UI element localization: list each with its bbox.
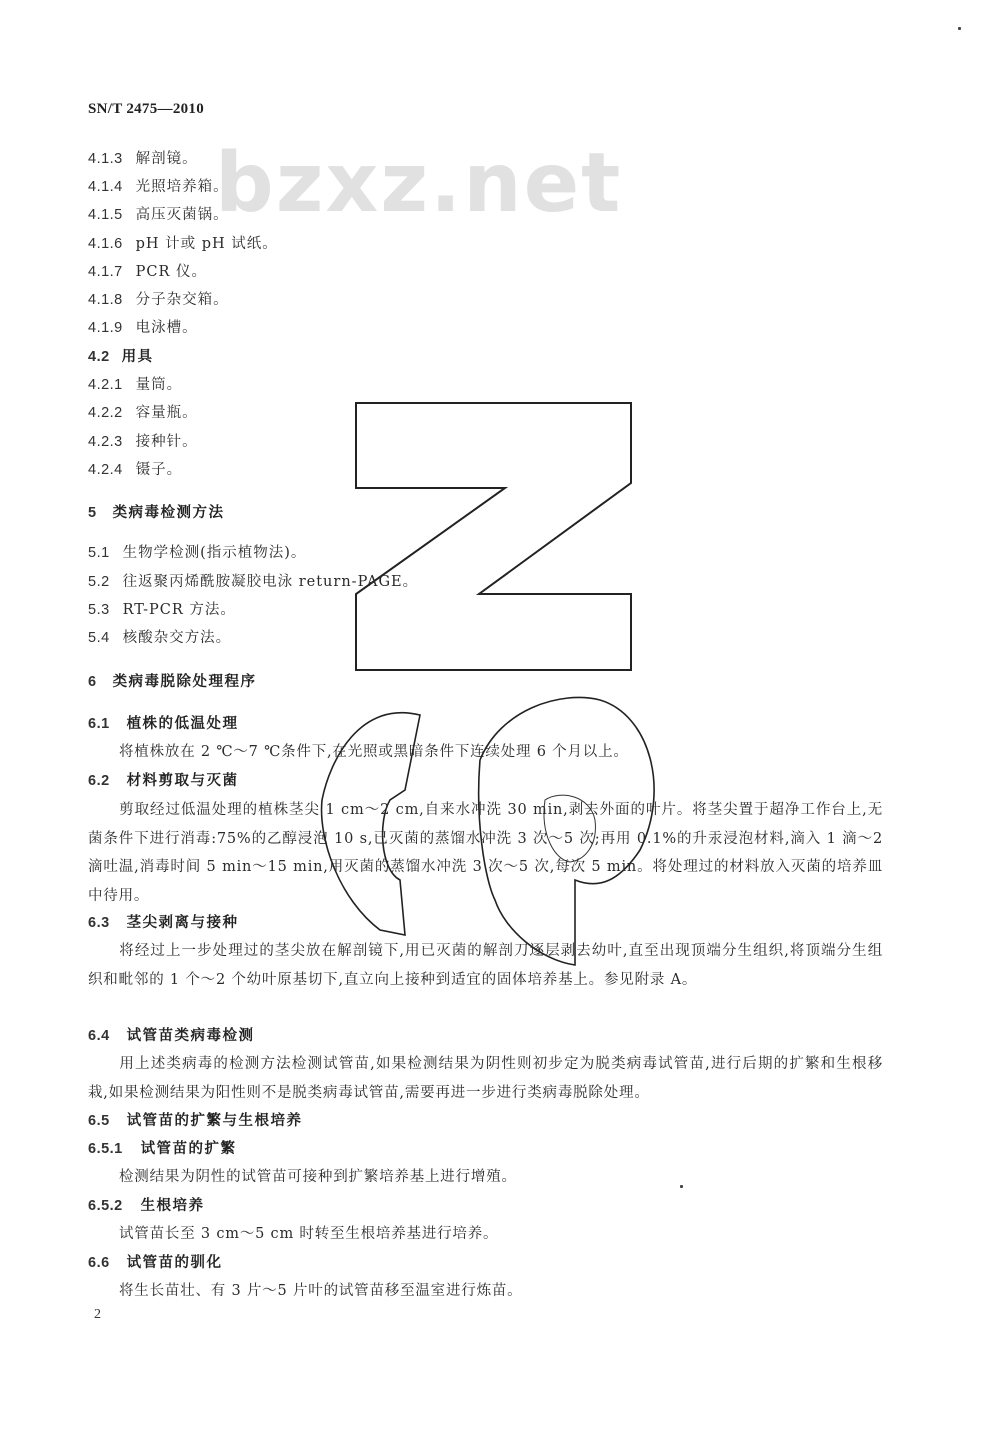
- list-item: 4.1.8 分子杂交箱。: [88, 292, 229, 308]
- paragraph: 用上述类病毒的检测方法检测试管苗,如果检测结果为阴性则初步定为脱类病毒试管苗,进行后期的扩繁和生根移栽,如果检测结果为阳性则不是脱类病毒试管苗,需要再进一步进行类病毒脱除处理。: [88, 1056, 883, 1101]
- scan-dot: [958, 27, 961, 30]
- subsection-heading: 6.2 材料剪取与灭菌: [88, 773, 239, 789]
- list-item: 4.1.5 高压灭菌锅。: [88, 207, 229, 223]
- subsection-heading: 6.3 茎尖剥离与接种: [88, 915, 239, 931]
- standard-code: SN/T 2475—2010: [88, 101, 205, 117]
- list-item: 4.1.4 光照培养箱。: [88, 179, 229, 195]
- subsection-heading: 6.4 试管苗类病毒检测: [88, 1028, 255, 1044]
- paragraph: 剪取经过低温处理的植株茎尖 1 cm～2 cm,自来水冲洗 30 min,剥去外面的叶片。将茎尖置于超净工作台上,无菌条件下进行消毒:75%的乙醇浸泡 10 s,已灭菌的蒸馏水冲洗 3 次～5 次;再用 0.1%的升汞浸泡材料,滴入 1 滴～2 滴吐温,消毒时间 5 min～15 min,用灭菌的蒸馏水冲洗 3 次～5 次,每次 5 min。将处理过的材料放入灭菌的培养皿中待用。: [88, 802, 883, 904]
- list-item: 4.1.6 pH 计或 pH 试纸。: [88, 236, 278, 252]
- list-item: 4.2.4 镊子。: [88, 462, 183, 478]
- paragraph: 检测结果为阴性的试管苗可接种到扩繁培养基上进行增殖。: [119, 1169, 517, 1185]
- paragraph: 试管苗长至 3 cm～5 cm 时转至生根培养基进行培养。: [119, 1226, 499, 1242]
- section-heading: 5 类病毒检测方法: [88, 505, 225, 521]
- page-number: 2: [94, 1307, 101, 1322]
- paragraph: 将植株放在 2 ℃～7 ℃条件下,在光照或黑暗条件下连续处理 6 个月以上。: [119, 744, 629, 760]
- section-heading: 4.2 用具: [88, 349, 154, 365]
- list-item: 5.2 往返聚丙烯酰胺凝胶电泳 return-PAGE。: [88, 574, 419, 590]
- list-item: 4.1.3 解剖镜。: [88, 151, 198, 167]
- subsection-heading: 6.6 试管苗的驯化: [88, 1255, 223, 1271]
- list-item: 5.3 RT-PCR 方法。: [88, 602, 236, 618]
- subsection-heading: 6.5.1 试管苗的扩繁: [88, 1141, 237, 1157]
- list-item: 5.4 核酸杂交方法。: [88, 630, 232, 646]
- list-item: 4.2.2 容量瓶。: [88, 405, 198, 421]
- list-item: 4.2.1 量筒。: [88, 377, 183, 393]
- watermark-text: bzxz.net: [215, 136, 623, 231]
- list-item: 5.1 生物学检测(指示植物法)。: [88, 545, 307, 561]
- subsection-heading: 6.5.2 生根培养: [88, 1198, 205, 1214]
- paragraph: 将生长苗壮、有 3 片～5 片叶的试管苗移至温室进行炼苗。: [119, 1283, 523, 1299]
- list-item: 4.2.3 接种针。: [88, 434, 198, 450]
- section-heading: 6 类病毒脱除处理程序: [88, 674, 257, 690]
- list-item: 4.1.7 PCR 仪。: [88, 264, 207, 280]
- list-item: 4.1.9 电泳槽。: [88, 320, 198, 336]
- subsection-heading: 6.1 植株的低温处理: [88, 716, 239, 732]
- paragraph: 将经过上一步处理过的茎尖放在解剖镜下,用已灭菌的解剖刀逐层剥去幼叶,直至出现顶端分生组织,将顶端分生组织和毗邻的 1 个～2 个幼叶原基切下,直立向上接种到适宜的固体培养基上。参见附录 A。: [88, 943, 883, 988]
- subsection-heading: 6.5 试管苗的扩繁与生根培养: [88, 1113, 303, 1129]
